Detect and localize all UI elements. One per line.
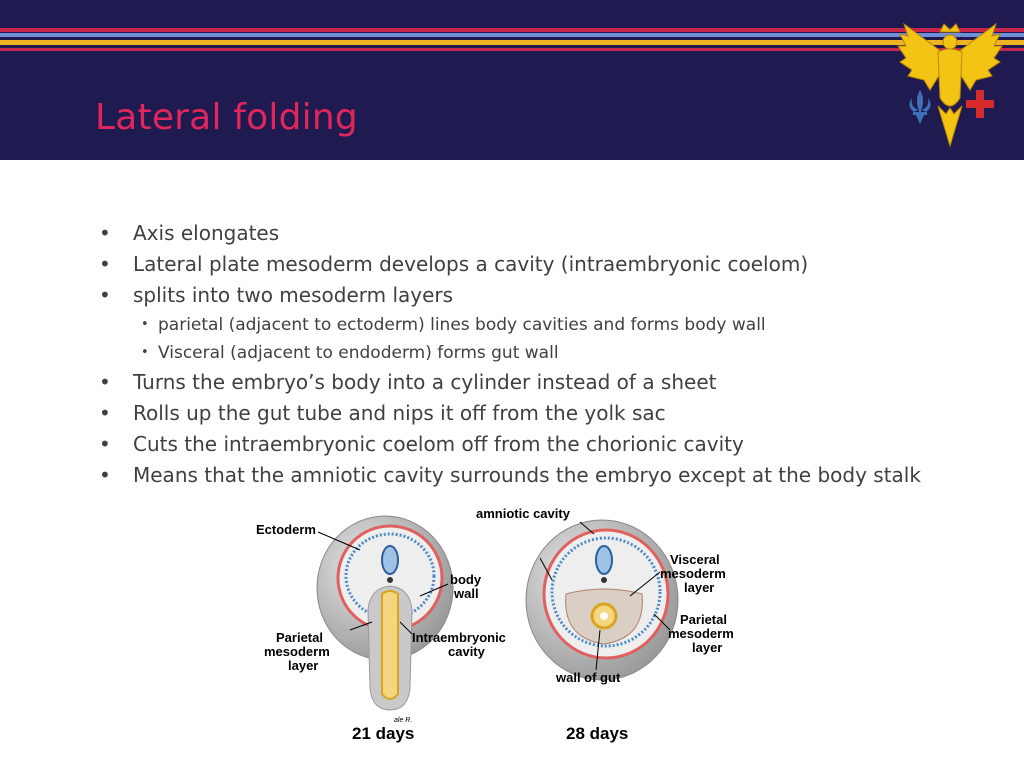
label-intraembryonic-line1: Intraembryonic — [412, 630, 506, 645]
bullet-text: Turns the embryo’s body into a cylinder instead of a sheet — [133, 370, 717, 394]
embryo-21-gut-tube — [382, 591, 398, 699]
label-parietal-right-line2: mesoderm — [668, 626, 734, 641]
bullet-list — [95, 218, 995, 491]
embryo-21-notochord — [387, 577, 393, 583]
bullet-item — [95, 280, 995, 311]
eagle-tail — [938, 106, 962, 146]
slide-header — [0, 0, 1024, 160]
label-parietal-right-line3: layer — [692, 640, 723, 655]
eagle-body — [938, 49, 962, 106]
eagle-head — [943, 35, 957, 49]
label-visceral-line3: layer — [684, 580, 715, 595]
label-visceral-line2: mesoderm — [660, 566, 726, 581]
label-parietal-right-line1: Parietal — [680, 612, 727, 627]
label-parietal-left-line1: Parietal — [276, 630, 323, 645]
embryo-21-neural-tube — [382, 546, 398, 574]
embryo-28-notochord — [601, 577, 607, 583]
embryo-21-days — [256, 516, 506, 743]
label-visceral-line1: Visceral — [670, 552, 720, 567]
bullet-text: splits into two mesoderm layers — [133, 283, 454, 307]
header-stripe-red-bottom — [0, 48, 1024, 51]
lateral-folding-figure — [250, 498, 770, 748]
sub-bullet-text: Visceral (adjacent to endoderm) forms gut wall — [158, 343, 559, 363]
bullet-item — [95, 218, 995, 249]
bullet-dot: • — [99, 401, 111, 425]
sub-bullet-dot: • — [141, 345, 149, 360]
embryo-28-days — [476, 506, 734, 743]
sub-bullet-item — [95, 311, 995, 339]
label-parietal-left-line2: mesoderm — [264, 644, 330, 659]
sub-bullet-item — [95, 339, 995, 367]
bullet-dot: • — [99, 283, 111, 307]
eagle-crest-logo — [894, 18, 1006, 150]
bullet-item — [95, 249, 995, 280]
caption-21-days: 21 days — [352, 724, 415, 743]
sub-bullet-text: parietal (adjacent to ectoderm) lines body cavities and forms body wall — [158, 315, 766, 335]
fleur-de-lis-icon — [909, 90, 930, 124]
bullet-dot: • — [99, 370, 111, 394]
label-ectoderm: Ectoderm — [256, 522, 316, 537]
label-intraembryonic-line2: cavity — [448, 644, 485, 659]
bullet-text: Lateral plate mesoderm develops a cavity (intraembryonic coelom) — [133, 252, 809, 276]
bullet-dot: • — [99, 252, 111, 276]
bullet-text: Rolls up the gut tube and nips it off from the yolk sac — [133, 401, 666, 425]
header-stripe-blue — [0, 33, 1024, 37]
label-body-wall-line1: body — [450, 572, 482, 587]
bullet-text: Cuts the intraembryonic coelom off from the chorionic cavity — [133, 432, 744, 456]
embryo-28-gut-lumen — [600, 612, 608, 620]
label-amniotic-cavity: amniotic cavity — [476, 506, 570, 521]
bullet-dot: • — [99, 221, 111, 245]
slide-title: Lateral folding — [95, 97, 358, 138]
header-stripe-gold — [0, 40, 1024, 45]
bullet-dot: • — [99, 463, 111, 487]
header-stripe-red-top — [0, 28, 1024, 32]
eagle-crown — [940, 24, 960, 32]
sub-bullet-dot: • — [141, 317, 149, 332]
label-body-wall-line2: wall — [454, 586, 479, 601]
bullet-text: Axis elongates — [133, 221, 280, 245]
red-cross-icon — [966, 90, 994, 118]
label-wall-of-gut: wall of gut — [556, 670, 621, 685]
caption-28-days: 28 days — [566, 724, 629, 743]
bullet-item — [95, 367, 995, 398]
bullet-item — [95, 429, 995, 460]
embryo-28-neural-tube — [596, 546, 612, 574]
bullet-text: Means that the amniotic cavity surrounds the embryo except at the body stalk — [133, 463, 921, 487]
label-parietal-left-line3: layer — [288, 658, 319, 673]
bullet-dot: • — [99, 432, 111, 456]
bullet-item — [95, 398, 995, 429]
signature-text: ale R. — [394, 717, 413, 724]
bullet-item — [95, 460, 995, 491]
